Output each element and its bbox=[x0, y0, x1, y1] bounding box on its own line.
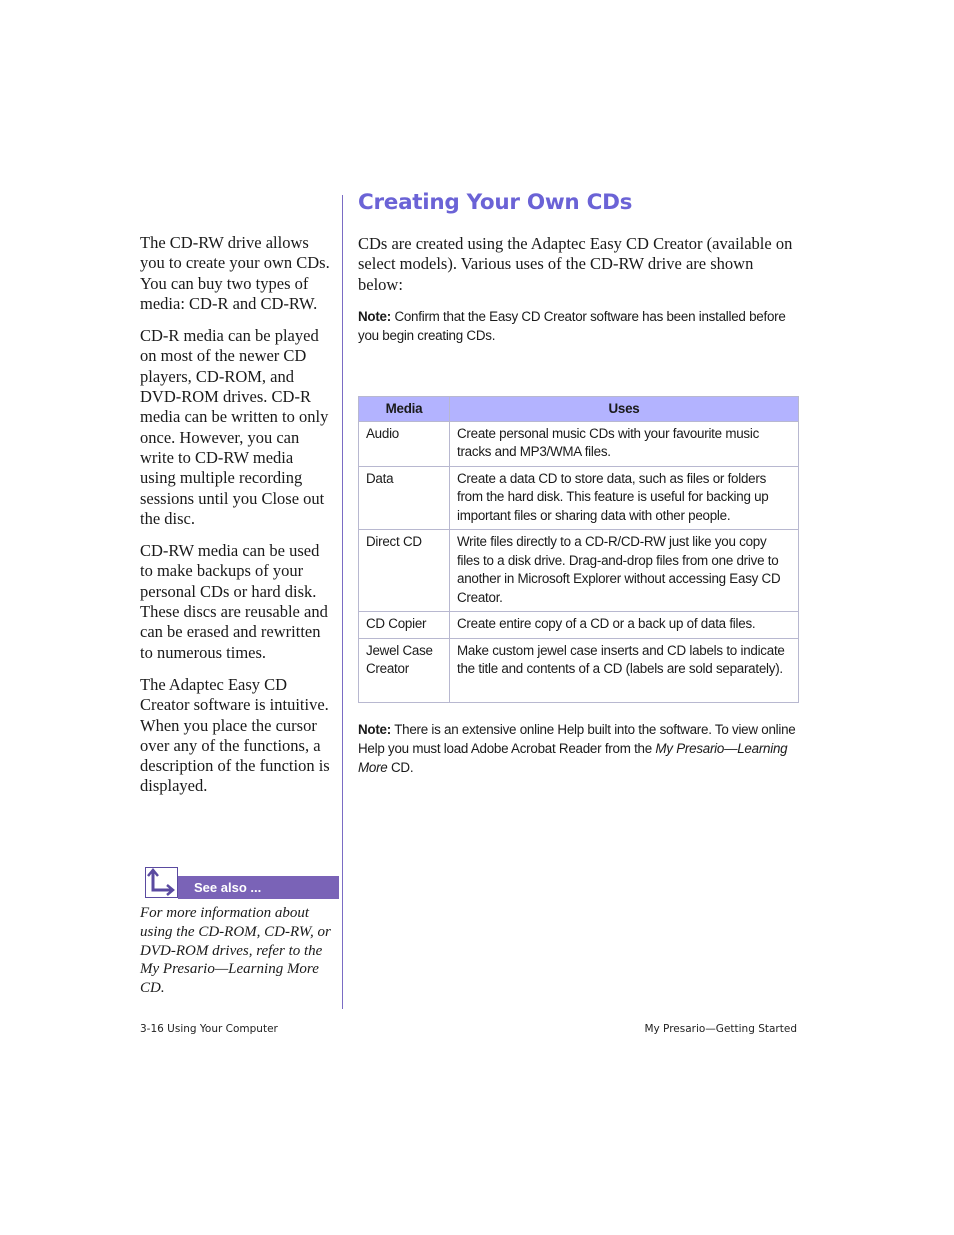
column-divider bbox=[342, 195, 343, 1009]
see-also-label: See also ... bbox=[178, 876, 339, 899]
note-emphasis: My Presario—Learning More bbox=[358, 740, 788, 775]
uses-cell: Create a data CD to store data, such as files or folders from the hard disk. This feature is useful for backing up important files or sharing data with other people. bbox=[450, 466, 799, 530]
sidebar-paragraph: The Adaptec Easy CD Creator software is intuitive. When you place the cursor over any of the functions, a description of the function is displayed. bbox=[140, 674, 330, 796]
footer-right: My Presario—Getting Started bbox=[644, 1023, 797, 1035]
see-also-box bbox=[140, 866, 340, 900]
uses-cell: Make custom jewel case inserts and CD labels to indicate the title and contents of a CD (labels are sold separately). bbox=[450, 638, 799, 702]
table-row bbox=[359, 612, 799, 639]
header-media: Media bbox=[359, 396, 450, 421]
uses-cell: Create personal music CDs with your favourite music tracks and MP3/WMA files. bbox=[450, 421, 799, 466]
media-cell: CD Copier bbox=[359, 612, 450, 639]
see-also-text: For more information about using the CD-ROM, CD-RW, or DVD-ROM drives, refer to the My Presario—Learning More CD. bbox=[140, 905, 331, 997]
media-cell: Direct CD bbox=[359, 530, 450, 612]
note-help bbox=[358, 720, 798, 777]
sidebar-paragraph: CD-R media can be played on most of the newer CD players, CD-ROM, and DVD-ROM drives. CD-R media can be written to only once. However, you can write to CD-RW media using multiple recording sessions until you Close out the disc. bbox=[140, 326, 329, 528]
note-label: Note: bbox=[358, 721, 391, 737]
table-row bbox=[359, 421, 799, 466]
note-label: Note: bbox=[358, 308, 391, 324]
note-text: Confirm that the Easy CD Creator software has been installed before you begin creating CDs. bbox=[358, 308, 786, 343]
media-cell: Audio bbox=[359, 421, 450, 466]
note-confirm bbox=[358, 307, 798, 345]
table-row bbox=[359, 638, 799, 702]
table-row bbox=[359, 530, 799, 612]
intro-paragraph: CDs are created using the Adaptec Easy CD Creator (available on select models). Various uses of the CD-RW drive are shown below: bbox=[358, 234, 793, 294]
media-cell: Data bbox=[359, 466, 450, 530]
table-header-row bbox=[359, 396, 799, 421]
sidebar-paragraph: CD-RW media can be used to make backups of your personal CDs or hard disk. These discs are reusable and can be erased and rewritten to numerous times. bbox=[140, 541, 328, 662]
sidebar bbox=[140, 233, 332, 809]
header-uses: Uses bbox=[450, 396, 799, 421]
uses-cell: Write files directly to a CD-R/CD-RW just like you copy files to a disk drive. Drag-and-drop files from one drive to another in Microsoft Explorer without accessing Easy CD Creator. bbox=[450, 530, 799, 612]
note-text: There is an extensive online Help built into the software. To view online Help you must load Adobe Acrobat Reader from the bbox=[358, 721, 796, 756]
cd-uses-table bbox=[358, 396, 799, 703]
media-cell: Jewel Case Creator bbox=[359, 638, 450, 702]
table-row bbox=[359, 466, 799, 530]
note-text-end: CD. bbox=[387, 759, 414, 775]
footer-left: 3-16 Using Your Computer bbox=[140, 1023, 278, 1035]
corner-arrow-icon bbox=[145, 867, 178, 898]
page-title: Creating Your Own CDs bbox=[358, 190, 633, 215]
main-content bbox=[358, 190, 798, 777]
sidebar-paragraph: The CD-RW drive allows you to create your own CDs. You can buy two types of media: CD-R and CD-RW. bbox=[140, 233, 330, 313]
uses-cell: Create entire copy of a CD or a back up of data files. bbox=[450, 612, 799, 639]
